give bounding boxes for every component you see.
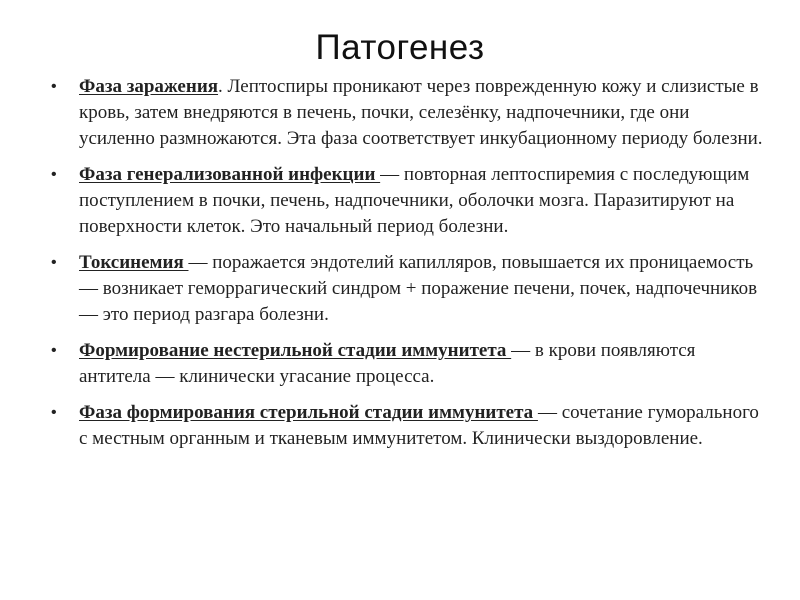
bullet-dot-icon: • (51, 78, 57, 95)
bullet-item-sterile-immunity (47, 400, 767, 452)
bullet-list (47, 74, 767, 462)
slide-title: Патогенез (315, 28, 485, 67)
bullet-item-nonsterile-immunity (47, 338, 767, 390)
bullet-item-toxinemia (47, 250, 767, 328)
bullet-term: Формирование нестерильной стадии иммунитета (79, 340, 512, 361)
bullet-dot-icon: • (51, 342, 57, 359)
bullet-text: — поражается эндотелий капилляров, повышается их проницаемость — возникает геморрагический синдром + поражение печени, почек, надпочечников — это период разгара болезни. (79, 252, 758, 325)
bullet-dot-icon: • (51, 404, 57, 421)
bullet-term: Фаза генерализованной инфекции (79, 164, 381, 185)
bullet-item-infection-phase (47, 74, 767, 152)
bullet-term: Фаза заражения (79, 76, 219, 97)
bullet-dot-icon: • (51, 166, 57, 183)
bullet-text: — сочетание гуморального с местным органным и тканевым иммунитетом. Клинически выздоровление. (79, 402, 759, 449)
bullet-text: . Лептоспиры проникают через поврежденную кожу и слизистые в кровь, затем внедряются в печень, почки, селезёнку, надпочечники, где они усиленно размножаются. Эта фаза соответствует инкубационному периоду болезни. (79, 76, 763, 149)
bullet-text: — повторная лептоспиремия с последующим поступлением в почки, печень, надпочечники, оболочки мозга. Паразитируют на поверхности клеток. Это начальный период болезни. (79, 164, 750, 237)
bullet-text: — в крови появляются антитела — клинически угасание процесса. (79, 340, 696, 387)
bullet-dot-icon: • (51, 254, 57, 271)
bullet-term: Фаза формирования стерильной стадии иммунитета (79, 402, 538, 423)
bullet-term: Токсинемия (79, 252, 189, 273)
bullet-item-generalized-infection (47, 162, 767, 240)
